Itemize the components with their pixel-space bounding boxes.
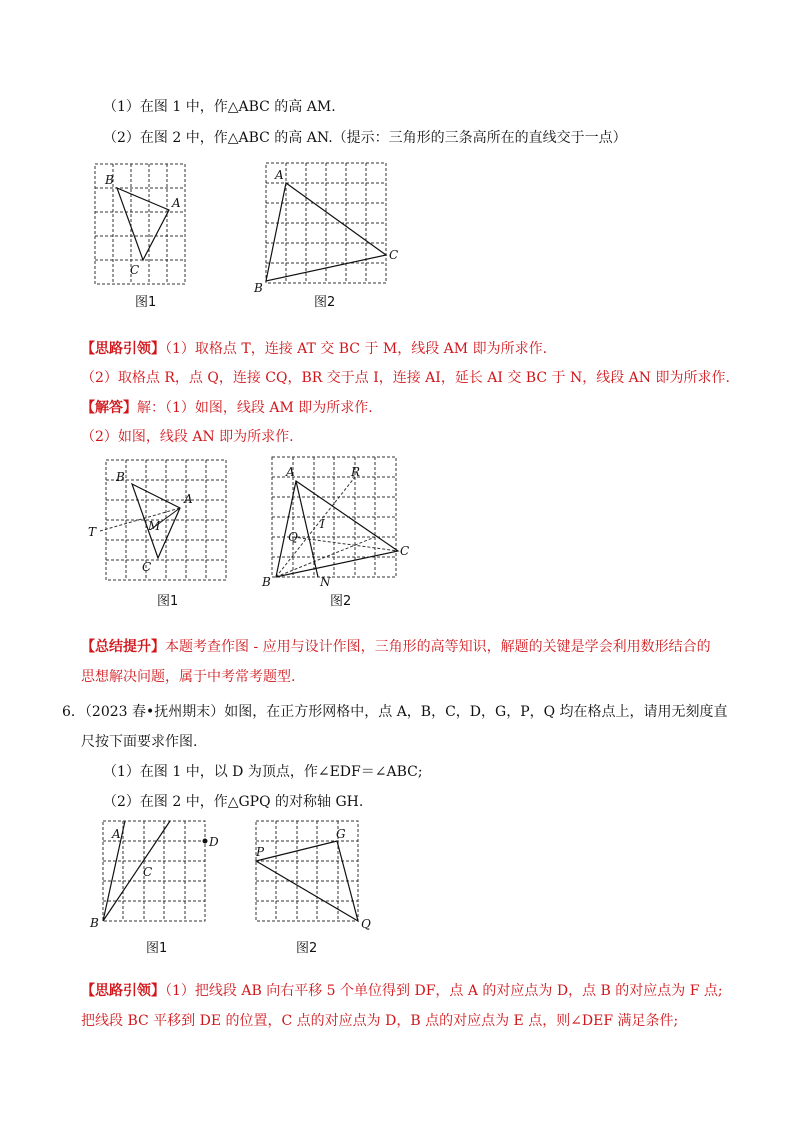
q5-caption-2: 图2 [314, 295, 336, 310]
label-C: C [143, 865, 153, 879]
answer-caption-2: 图2 [330, 594, 352, 609]
answer-figure-1 [86, 458, 230, 584]
label-Q: Q [288, 530, 298, 544]
q5-hint-2: （2）取格点 R，点 Q，连接 CQ，BR 交于点 I，连接 AI，延长 AI 交 BC 于 N，线段 AN 即为所求作. [81, 370, 730, 386]
label-A: A [172, 196, 181, 210]
q6-part2: （2）在图 2 中，作△GPQ 的对称轴 GH. [103, 794, 364, 810]
label-Q: Q [361, 917, 371, 930]
q6-part1: （1）在图 1 中，以 D 为顶点，作∠EDF＝∠ABC; [103, 764, 423, 780]
label-A: A [184, 492, 193, 506]
answer-figure-2 [258, 455, 414, 587]
summary-tag: 【总结提升】 [81, 639, 165, 655]
label-B: B [116, 470, 125, 484]
label-C: C [130, 263, 140, 277]
q5-answer-2: （2）如图，线段 AN 即为所求作. [81, 429, 294, 445]
q6-caption-1: 图1 [146, 941, 168, 956]
q6-figure-1 [88, 818, 228, 930]
label-A: A [112, 827, 121, 841]
label-G: G [336, 827, 346, 841]
label-A: A [275, 168, 284, 182]
q5-figure-2 [252, 161, 402, 293]
q5-part2: （2）在图 2 中，作△ABC 的高 AN.（提示：三角形的三条高所在的直线交于一点） [103, 130, 627, 146]
q6-stem-2: 尺按下面要求作图. [81, 734, 198, 750]
q6-stem-1: 6．（2023 春•抚州期末）如图，在正方形网格中，点 A，B，C，D，G，P，Q 均在格点上，请用无刻度直 [62, 704, 728, 720]
q6-caption-2: 图2 [296, 941, 318, 956]
label-B: B [254, 281, 263, 293]
q5-hint-1: （1）取格点 T，连接 AT 交 BC 于 M，线段 AM 即为所求作. [165, 341, 548, 357]
q6-figure-2 [248, 818, 378, 930]
label-P: P [256, 845, 265, 859]
q6-hint-2: 把线段 BC 平移到 DE 的位置，C 点的对应点为 D，B 点的对应点为 E 点，则∠DEF 满足条件; [81, 1013, 679, 1029]
q5-answer-1: 解：（1）如图，线段 AM 即为所求作. [137, 400, 373, 416]
label-D: D [209, 835, 219, 849]
answer-caption-1: 图1 [157, 594, 179, 609]
q5-part1: （1）在图 1 中，作△ABC 的高 AM. [103, 99, 336, 115]
label-B: B [262, 575, 271, 587]
label-B: B [90, 916, 99, 930]
label-C: C [389, 248, 399, 262]
label-T: T [88, 525, 97, 539]
summary-line-1: 本题考查作图 - 应用与设计作图，三角形的高等知识，解题的关键是学会利用数形结合的 [165, 639, 711, 655]
label-B: B [105, 173, 114, 187]
hint-tag: 【思路引领】 [81, 341, 165, 357]
label-C: C [142, 560, 152, 574]
label-C: C [400, 544, 410, 558]
q6-hint-1: （1）把线段 AB 向右平移 5 个单位得到 DF，点 A 的对应点为 D，点 B 的对应点为 F 点; [165, 983, 723, 999]
label-M: M [148, 519, 161, 533]
label-I: I [320, 517, 325, 531]
label-N: N [320, 575, 331, 587]
q5-figure-1 [94, 163, 186, 285]
label-A: A [286, 465, 295, 479]
q6-hint-tag: 【思路引领】 [81, 983, 165, 999]
label-R: R [351, 465, 361, 479]
q5-caption-1: 图1 [135, 295, 157, 310]
answer-tag: 【解答】 [81, 400, 137, 416]
summary-line-2: 思想解决问题，属于中考常考题型. [81, 669, 296, 685]
